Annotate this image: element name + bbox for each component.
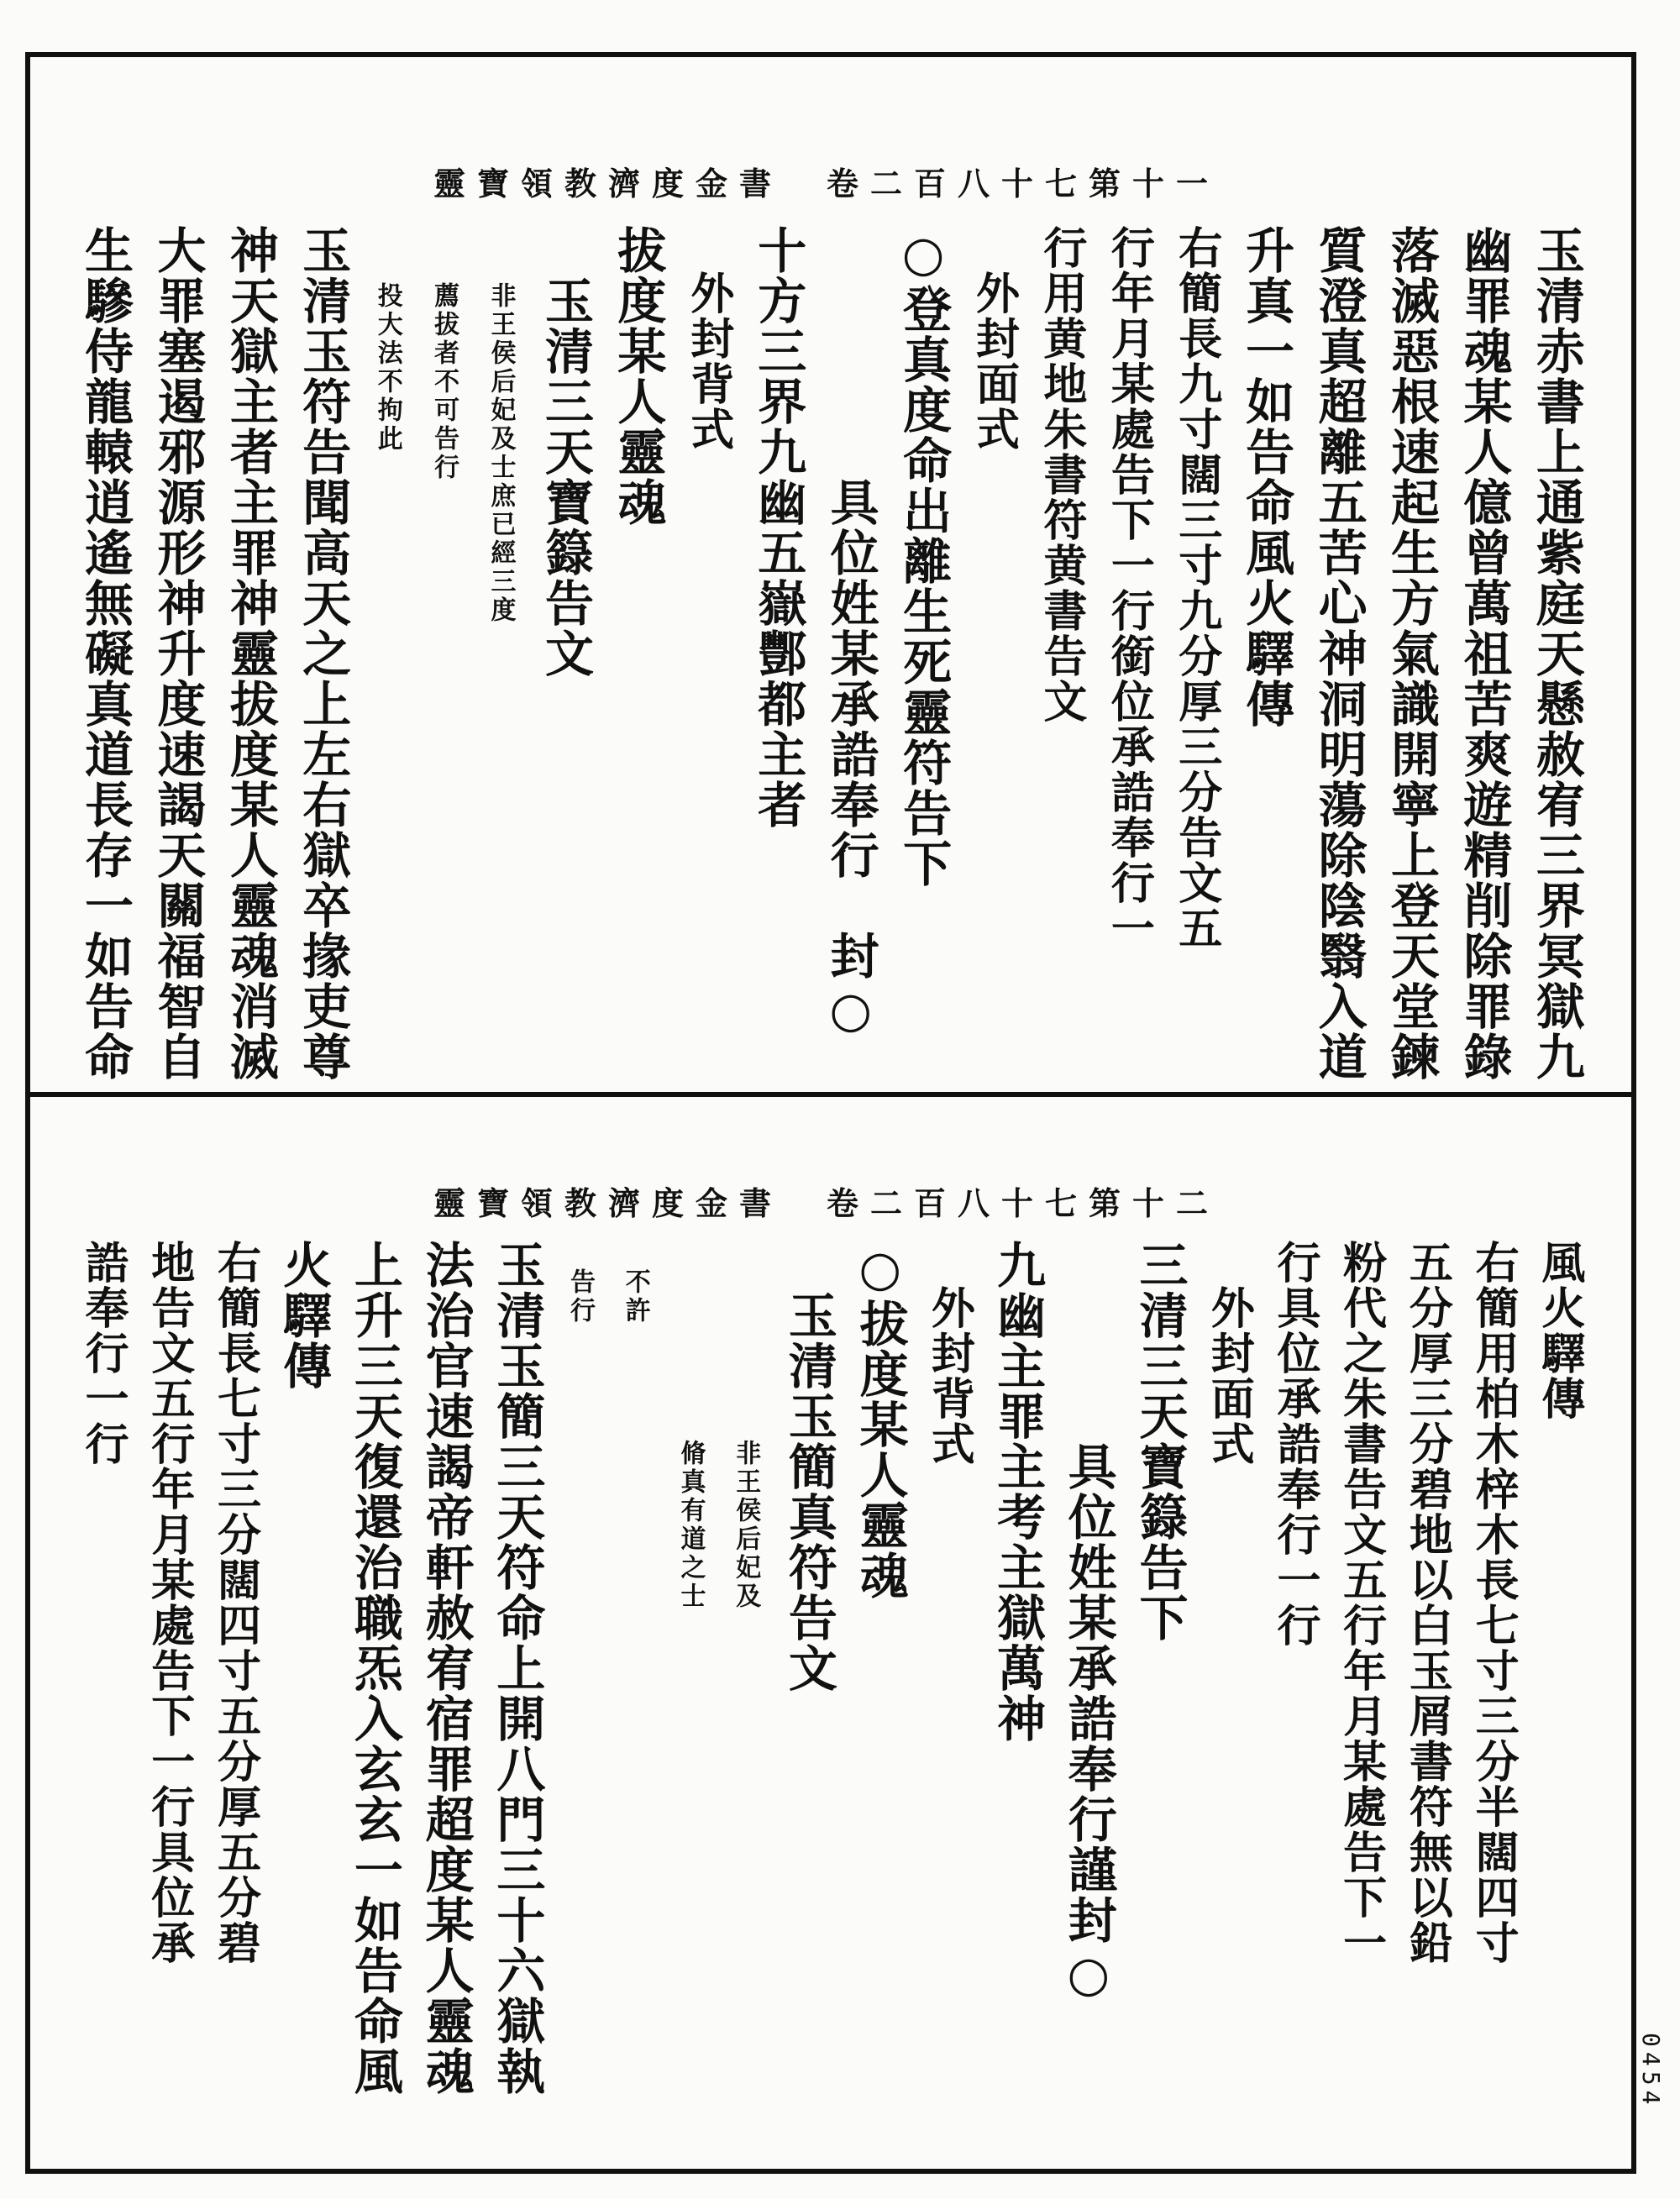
text-column: 生驂侍龍轅逍遙無礙真道長存一如告命 [76, 225, 134, 1082]
text-column: 誥奉行一行 [77, 1240, 129, 1467]
text-column: 玉清玉簡真符告文 [780, 1240, 837, 1693]
header-title: 靈寶領教濟度金書 卷二百八十七第十一 [433, 165, 1221, 202]
text-column: 外封背式 [923, 1240, 975, 1467]
text-column: 神天獄主者主罪神靈拔度某人靈魂消滅 [221, 225, 279, 1082]
text-column: 風火驛傳 [1533, 1240, 1585, 1421]
text-column: 玉清三天寶籙告文 [536, 225, 594, 679]
text-column: 右簡用柏木梓木長七寸三分半闊四寸 [1467, 1240, 1520, 1965]
text-column: 右簡長七寸三分闊四寸五分厚五分碧 [209, 1240, 261, 1965]
lower-panel [30, 1097, 1631, 2169]
text-column: 三清三天寶籙告下 [1131, 1240, 1189, 1643]
text-column: 玉清玉符告聞高天之上左右獄卒掾吏尊 [294, 225, 352, 1082]
text-column: 質澄真超離五苦心神洞明蕩除陰翳入道 [1310, 225, 1368, 1082]
text-column: 外封面式 [968, 225, 1020, 452]
text-column: 上升三天復還治職炁入玄玄一如告命風 [345, 1240, 403, 2097]
text-column: ○拔度某人靈魂 [851, 1240, 909, 1601]
upper-panel-header [433, 158, 1228, 204]
text-column: 外封背式 [682, 225, 734, 452]
text-column: 脩真有道之士 [675, 1240, 706, 1611]
text-column: 九幽主罪主考主獄萬神 [989, 1240, 1047, 1744]
text-column: 行具位承誥奉行一行 [1268, 1240, 1320, 1648]
text-column: 大罪塞遏邪源形神升度速謁天關福智自 [149, 225, 207, 1082]
text-column: 右簡長九寸闊三寸九分厚三分告文五 [1170, 225, 1222, 951]
text-column: 具位姓某承誥奉行 封○ [822, 225, 879, 1040]
text-column: 外封面式 [1203, 1240, 1255, 1467]
text-column: 行用黄地朱書符黄書告文 [1035, 225, 1087, 724]
text-column: 地告文五行年月某處告下一行具位承 [143, 1240, 195, 1965]
lower-panel-columns [77, 1240, 1585, 2135]
upper-panel [30, 57, 1631, 1092]
text-column: 粉代之朱書告文五行年月某處告下一 [1335, 1240, 1387, 1965]
text-column: 具位姓某承誥奉行謹封○ [1059, 1240, 1117, 2004]
text-column: 十方三界九幽五嶽酆都主者 [749, 225, 807, 830]
header-title: 靈寶領教濟度金書 卷二百八十七第十二 [433, 1184, 1221, 1222]
text-column: 非王侯后妃及士庶已經三度 [486, 225, 516, 625]
text-column: 行年月某處告下一行銜位承誥奉行一 [1103, 225, 1155, 951]
text-column: 玉清玉簡三天符命上開八門三十六獄執 [488, 1240, 546, 2097]
page-number: 0454 [1637, 2033, 1665, 2110]
text-column: 幽罪魂某人億曾萬祖苦爽遊精削除罪錄 [1455, 225, 1513, 1082]
text-column: 薦拔者不可告行 [429, 225, 459, 482]
text-column: ○登真度命出離生死靈符告下 [895, 225, 953, 889]
text-column: 落滅惡根速起生方氣識開寧上登天堂鍊 [1383, 225, 1441, 1082]
text-column: 玉清赤書上通紫庭天懸赦宥三界冥獄九 [1527, 225, 1585, 1082]
text-column: 投大法不拘此 [372, 225, 402, 454]
text-column: 非王侯后妃及 [731, 1240, 761, 1611]
text-column: 法治官速謁帝軒赦宥宿罪超度某人靈魂 [417, 1240, 475, 2097]
text-column: 升真一如告命風火驛傳 [1237, 225, 1295, 729]
lower-panel-header [433, 1178, 1228, 1224]
upper-panel-columns [76, 225, 1585, 1082]
text-column: 告行 [565, 1240, 596, 1325]
text-column: 火驛傳 [275, 1240, 333, 1391]
text-column: 五分厚三分碧地以白玉屑書符無以鉛 [1401, 1240, 1453, 1965]
text-column: 拔度某人靈魂 [609, 225, 667, 527]
text-column: 不許 [620, 1240, 650, 1325]
